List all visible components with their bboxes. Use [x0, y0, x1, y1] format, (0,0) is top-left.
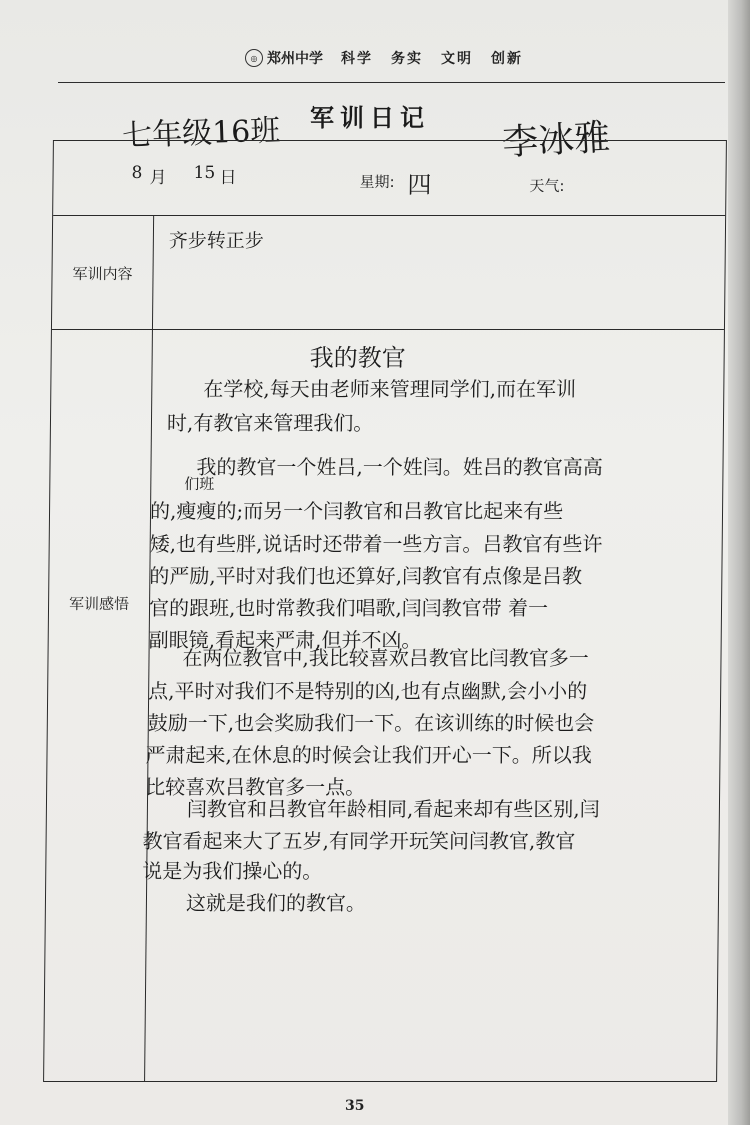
day-unit: 日 [219, 168, 237, 188]
essay-line: 点,平时对我们不是特别的凶,也有点幽默,会小小的 [148, 679, 588, 703]
essay-line: 教官看起来大了五岁,有同学开玩笑问闫教官,教官 [142, 829, 576, 853]
weekday-label: 星期: [359, 173, 395, 191]
motto-pragmatic: 务实 [391, 51, 423, 67]
essay-title: 我的教官 [309, 344, 406, 372]
school-emblem-icon: ◎ [245, 49, 263, 67]
motto-science: 科学 [341, 51, 373, 67]
essay-line: 时,有教官来管理我们。 [166, 411, 374, 435]
weekday-value: 四 [407, 171, 432, 199]
training-content-label: 军训内容 [72, 265, 133, 283]
essay-line: 在两位教官中,我比较喜欢吕教官比闫教官多一 [182, 646, 589, 670]
class-name: 七年级16班 [121, 113, 281, 154]
essay-line: 比较喜欢吕教官多一点。 [145, 775, 366, 799]
month-unit: 月 [149, 168, 167, 188]
essay-line: 在学校,每天由老师来管理同学们,而在军训 [203, 377, 577, 401]
essay-line: 说是为我们操心的。 [142, 859, 323, 883]
date-row [53, 141, 726, 215]
essay-line: 闫教官和吕教官年龄相同,看起来却有些区别,闫 [186, 797, 600, 821]
month-value: 8 [131, 163, 143, 183]
row-divider-content [52, 329, 724, 330]
essay-line: 严肃起来,在休息的时候会让我们开心一下。所以我 [145, 743, 592, 767]
header-divider [58, 82, 725, 83]
page-number: 35 [345, 1098, 365, 1114]
page-header [245, 44, 523, 72]
school-name: 郑州中学 [267, 51, 323, 67]
essay-line: 的严励,平时对我们也还算好,闫教官有点像是吕教 [149, 564, 583, 588]
book-spine [728, 0, 750, 1125]
reflection-label: 军训感悟 [68, 595, 130, 613]
essay-line: 官的跟班,也时常教我们唱歌,闫闫教官带 着一 [148, 596, 549, 620]
essay-line: 副眼镜,看起来严肃,但并不凶。 [148, 628, 422, 652]
weather-label: 天气: [529, 177, 565, 195]
motto-innovation: 创新 [491, 51, 523, 67]
essay-line: 的,瘦瘦的;而另一个闫教官和吕教官比起来有些 [149, 499, 564, 523]
essay-line: 我的教官一个姓吕,一个姓闫。姓吕的教官高高 [196, 455, 603, 479]
essay-line: 这就是我们的教官。 [185, 891, 367, 915]
training-content-value: 齐步转正步 [168, 230, 265, 252]
essay-line: 鼓励一下,也会奖励我们一下。在该训练的时候也会 [147, 711, 595, 735]
diary-form [43, 140, 727, 1082]
essay-insertion: 们班 [184, 475, 215, 493]
day-value: 15 [193, 163, 216, 183]
student-name: 李冰雅 [501, 117, 612, 164]
essay-line: 矮,也有些胖,说话时还带着一些方言。吕教官有些许 [149, 532, 603, 556]
page-title: 军训日记 [310, 104, 430, 132]
school-logo [245, 48, 323, 68]
motto-civilized: 文明 [441, 51, 473, 67]
